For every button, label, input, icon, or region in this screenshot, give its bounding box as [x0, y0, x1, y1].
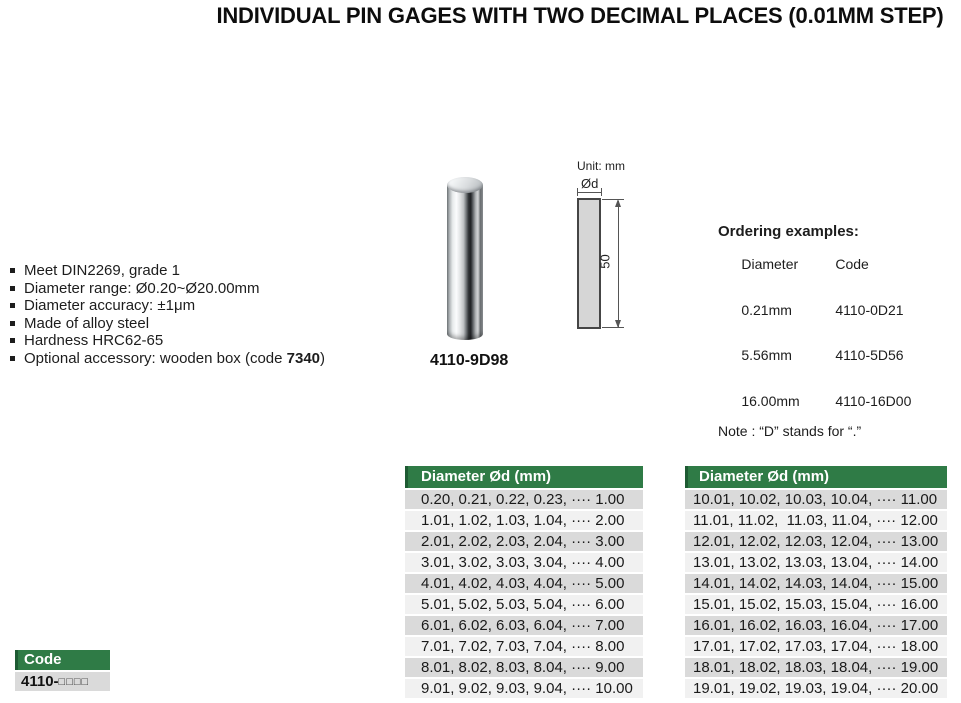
feature-item [10, 350, 400, 368]
bullet-square-icon [10, 356, 15, 361]
ordering-code: 4110-5D56 [835, 347, 904, 364]
table-row: 4.01, 4.02, 4.03, 4.04, ···· 5.00 [405, 572, 643, 593]
table-row: 0.20, 0.21, 0.22, 0.23, ···· 1.00 [405, 488, 643, 509]
features-list [10, 262, 400, 367]
ordering-col-code: Code [835, 256, 869, 273]
feature-text [24, 350, 325, 368]
ordering-col-headers [718, 242, 948, 288]
bullet-square-icon [10, 268, 15, 273]
bullet-square-icon [10, 338, 15, 343]
feature-item [10, 280, 400, 298]
table-row: 3.01, 3.02, 3.03, 3.04, ···· 4.00 [405, 551, 643, 572]
feature-item [10, 315, 400, 333]
ordering-diameter: 5.56mm [741, 347, 792, 364]
bullet-square-icon [10, 303, 15, 308]
feature-text-prefix: Optional accessory: wooden box (code [24, 349, 287, 367]
table-header: Diameter Ød (mm) [405, 466, 643, 488]
ordering-row [718, 379, 948, 425]
diameter-dim-tick-right [601, 188, 602, 196]
feature-item [10, 297, 400, 315]
diameter-dim-tick-left [577, 188, 578, 196]
unit-label: Unit: mm [577, 159, 625, 173]
product-code-label: 4110-9D98 [430, 352, 509, 369]
table-row: 17.01, 17.02, 17.03, 17.04, ···· 18.00 [685, 635, 947, 656]
ordering-code: 4110-0D21 [835, 301, 904, 318]
diameter-dim-line [577, 192, 602, 193]
table-row: 12.01, 12.02, 12.03, 12.04, ···· 13.00 [685, 530, 947, 551]
table-header: Diameter Ød (mm) [685, 466, 947, 488]
table-row: 7.01, 7.02, 7.03, 7.04, ···· 8.00 [405, 635, 643, 656]
table-row: 6.01, 6.02, 6.03, 6.04, ···· 7.00 [405, 614, 643, 635]
feature-text: Diameter accuracy: ±1μm [24, 297, 196, 314]
ordering-diameter: 16.00mm [741, 393, 800, 410]
ordering-examples [718, 223, 948, 440]
length-dim-label: 50 [597, 254, 613, 269]
diameter-table-right [685, 466, 947, 698]
bullet-square-icon [10, 321, 15, 326]
table-row: 8.01, 8.02, 8.03, 8.04, ···· 9.00 [405, 656, 643, 677]
code-header: Code [15, 650, 110, 670]
ordering-note: Note : “D” stands for “.” [718, 423, 862, 440]
feature-text: Made of alloy steel [24, 314, 150, 332]
table-row: 2.01, 2.02, 2.03, 2.04, ···· 3.00 [405, 530, 643, 551]
feature-text: Meet DIN2269, grade 1 [24, 262, 180, 279]
table-row: 15.01, 15.02, 15.03, 15.04, ···· 16.00 [685, 593, 947, 614]
arrow-down-icon [615, 320, 621, 328]
feature-accessory-code: 7340 [286, 349, 321, 367]
feature-text: Hardness HRC62-65 [24, 332, 164, 349]
ordering-col-diameter: Diameter [741, 256, 799, 273]
diameter-table-left [405, 466, 643, 698]
arrow-up-icon [615, 199, 621, 207]
ordering-row [718, 288, 948, 334]
pin-gage-photo [447, 185, 483, 340]
table-row: 19.01, 19.02, 19.03, 19.04, ···· 20.00 [685, 677, 947, 698]
feature-item [10, 332, 400, 350]
table-row: 14.01, 14.02, 14.03, 14.04, ···· 15.00 [685, 572, 947, 593]
ordering-code: 4110-16D00 [835, 393, 912, 410]
feature-item [10, 262, 400, 280]
feature-text: Diameter range: Ø0.20~Ø20.00mm [24, 279, 260, 297]
table-row: 10.01, 10.02, 10.03, 10.04, ···· 11.00 [685, 488, 947, 509]
table-row: 13.01, 13.02, 13.03, 13.04, ···· 14.00 [685, 551, 947, 572]
feature-text-suffix: ) [320, 349, 326, 367]
table-row: 16.01, 16.02, 16.03, 16.04, ···· 17.00 [685, 614, 947, 635]
ordering-row [718, 333, 948, 379]
code-value-prefix: 4110- [21, 673, 59, 690]
table-row: 9.01, 9.02, 9.03, 9.04, ···· 10.00 [405, 677, 643, 698]
table-row: 11.01, 11.02, 11.03, 11.04, ···· 12.00 [685, 509, 947, 530]
table-row: 1.01, 1.02, 1.03, 1.04, ···· 2.00 [405, 509, 643, 530]
ordering-heading: Ordering examples: [718, 223, 859, 240]
table-row: 18.01, 18.02, 18.03, 18.04, ···· 19.00 [685, 656, 947, 677]
code-value-placeholder: □□□□ [58, 676, 90, 688]
diameter-dim-label: Ød [581, 176, 599, 191]
code-value [15, 672, 110, 691]
ordering-diameter: 0.21mm [741, 301, 792, 318]
bullet-square-icon [10, 286, 15, 291]
length-dim-line [618, 201, 619, 327]
pin-gage-top-face [447, 177, 483, 193]
table-row: 5.01, 5.02, 5.03, 5.04, ···· 6.00 [405, 593, 643, 614]
page-title: INDIVIDUAL PIN GAGES WITH TWO DECIMAL PLACES (0.01MM STEP) [216, 3, 944, 28]
